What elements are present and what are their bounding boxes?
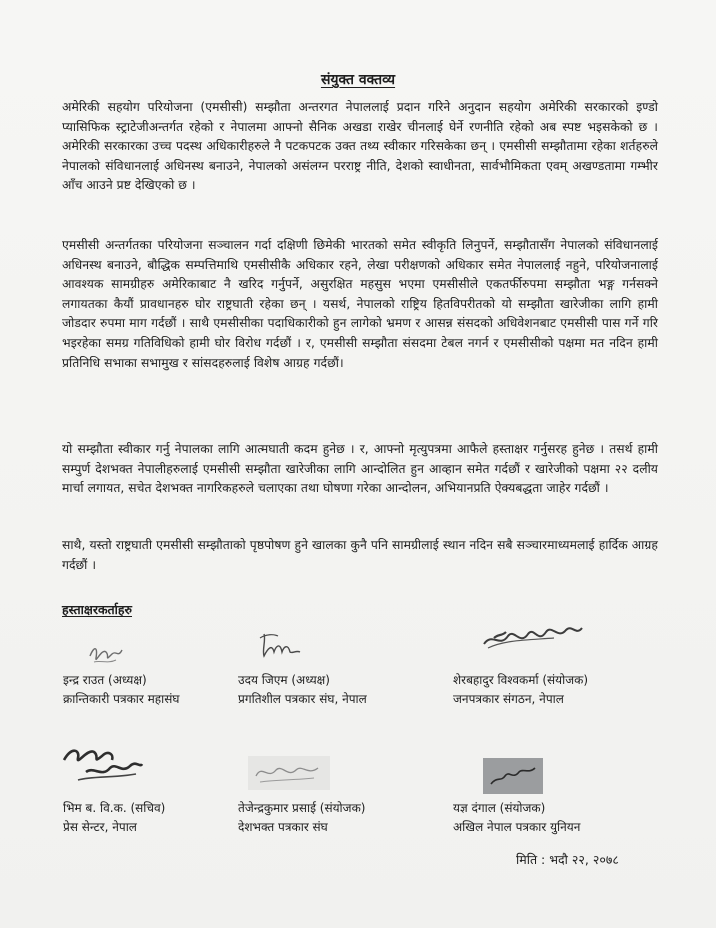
signature-6 <box>483 758 543 794</box>
paragraph-4: साथै, यस्तो राष्ट्रघाती एमसीसी सम्झौताको पृष्ठपोषण हुने खालका कुनै पनि सामग्रीलाई स्थान नदिन सबै सञ्चारमाध्यमलाई हार्दिक आग्रह गर्दछौं । <box>62 538 658 572</box>
signer-name: यज्ञ दंगाल (संयोजक) <box>453 801 546 815</box>
signer-4 <box>63 799 165 837</box>
signer-name: भिम ब. वि.क. (सचिव) <box>63 801 166 815</box>
signer-organization: प्रगतिशील पत्रकार संघ, नेपाल <box>238 692 367 706</box>
signature-2 <box>256 628 308 662</box>
signer-2 <box>238 671 367 709</box>
signer-3 <box>453 671 588 709</box>
signature-3 <box>478 618 588 660</box>
signer-name: तेजेन्द्रकुमार प्रसाई (संयोजक) <box>238 801 366 815</box>
document-title: संयुक्त वक्तव्य <box>320 72 396 88</box>
signer-organization: प्रेस सेन्टर, नेपाल <box>63 820 137 834</box>
signers-heading: हस्ताक्षरकर्ताहरु <box>62 602 133 617</box>
signature-1 <box>86 638 126 668</box>
paragraph-1: अमेरिकी सहयोग परियोजना (एमसीसी) सम्झौता अन्तरगत नेपाललाई प्रदान गरिने अनुदान सहयोग अमेरिकी सरकारको इण्डो प्यासिफिक स्ट्राटेजीअन्तर्गत रहेको र नेपालमा आफ्नो सैनिक अखडा राखेर चीनलाई घेर्ने रणनीति रहेको अब स्पष्ट भइसकेको छ । अमेरिकी सरकारका उच्च पदस्थ अधिकारीहरुले नै पटकपटक उक्त तथ्य स्वीकार गरिसकेका छन् । एमसीसी सम्झौतामा रहेका शर्तहरुले नेपालको संविधानलाई अधिनस्थ बनाउने, नेपालको असंलग्न परराष्ट्र नीति, देशको स्वाधीनता, सार्वभौमिकता एवम् अखण्डतामा गम्भीर आँच आउने प्रष्ट देखिएको छ । <box>62 100 658 193</box>
signature-4 <box>58 738 146 790</box>
document-date: मिति : भदौ २२, २०७८ <box>516 852 619 867</box>
paragraph-3: यो सम्झौता स्वीकार गर्नु नेपालका लागि आत्मघाती कदम हुनेछ । र, आफ्नो मृत्युपत्रमा आफैले हस्ताक्षर गर्नुसरह हुनेछ । तसर्थ हामी सम्पुर्ण देशभक्त नेपालीहरुलाई एमसीसी सम्झौता खारेजीका लागि आन्दोलित हुन आव्हान समेत गर्दछौं र खारेजीको पक्षमा २२ दलीय मार्चा लगायत, सचेत देशभक्त नागरिकहरुले चलाएका तथा घोषणा गरेका आन्दोलन, अभियानप्रति ऐक्यबद्धता जाहेर गर्दछौं । <box>62 442 658 496</box>
signer-organization: अखिल नेपाल पत्रकार युनियन <box>453 820 581 834</box>
signer-name: उदय जिएम (अध्यक्ष) <box>238 673 330 687</box>
signer-organization: देशभक्त पत्रकार संघ <box>238 820 328 834</box>
paragraph-2: एमसीसी अन्तर्गतका परियोजना सञ्चालन गर्दा दक्षिणी छिमेकी भारतको समेत स्वीकृति लिनुपर्ने, सम्झौतासँग नेपालको संविधानलाई अधिनस्थ बनाउने, बौद्धिक सम्पत्तिमाथि एमसीसीकै अधिकार रहने, लेखा परीक्षणको अधिकार समेत नेपाललाई नहुने, परियोजनालाई आवश्यक सामग्रीहरु अमेरिकाबाट नै खरिद गर्नुपर्ने, असुरक्षित महसुस भएमा एमसीसीले एकतर्फीरुपमा सम्झौता भङ्ग गर्नसक्ने लगायतका कैयौं प्रावधानहरु घोर राष्ट्रघाती रहेका छन् । यसर्थ, नेपालको राष्ट्रिय हितविपरीतको यो सम्झौता खारेजीका लागि हामी जोडदार रुपमा माग गर्दछौं । साथै एमसीसीका पदाधिकारीको हुन लागेको भ्रमण र आसन्न संसदको अधिवेशनबाट एमसीसी पास गर्ने गरि भइरहेका समग्र गतिविधिको हामी घोर विरोध गर्दछौं । र, एमसीसी सम्झौता संसदमा टेबल नगर्न र एमसीसीको पक्षमा मत नदिन हामी प्रतिनिधि सभाका सभामुख र सांसदहरुलाई विशेष आग्रह गर्दछौं। <box>62 238 658 370</box>
signer-name: इन्द्र राउत (अध्यक्ष) <box>63 673 147 687</box>
signer-1 <box>63 671 179 709</box>
signer-6 <box>453 799 580 837</box>
signer-name: शेरबहादुर विश्वकर्मा (संयोजक) <box>453 673 589 687</box>
signature-5 <box>248 756 330 790</box>
signer-organization: जनपत्रकार संगठन, नेपाल <box>453 692 564 706</box>
signer-organization: क्रान्तिकारी पत्रकार महासंघ <box>63 692 180 706</box>
signer-5 <box>238 799 365 837</box>
